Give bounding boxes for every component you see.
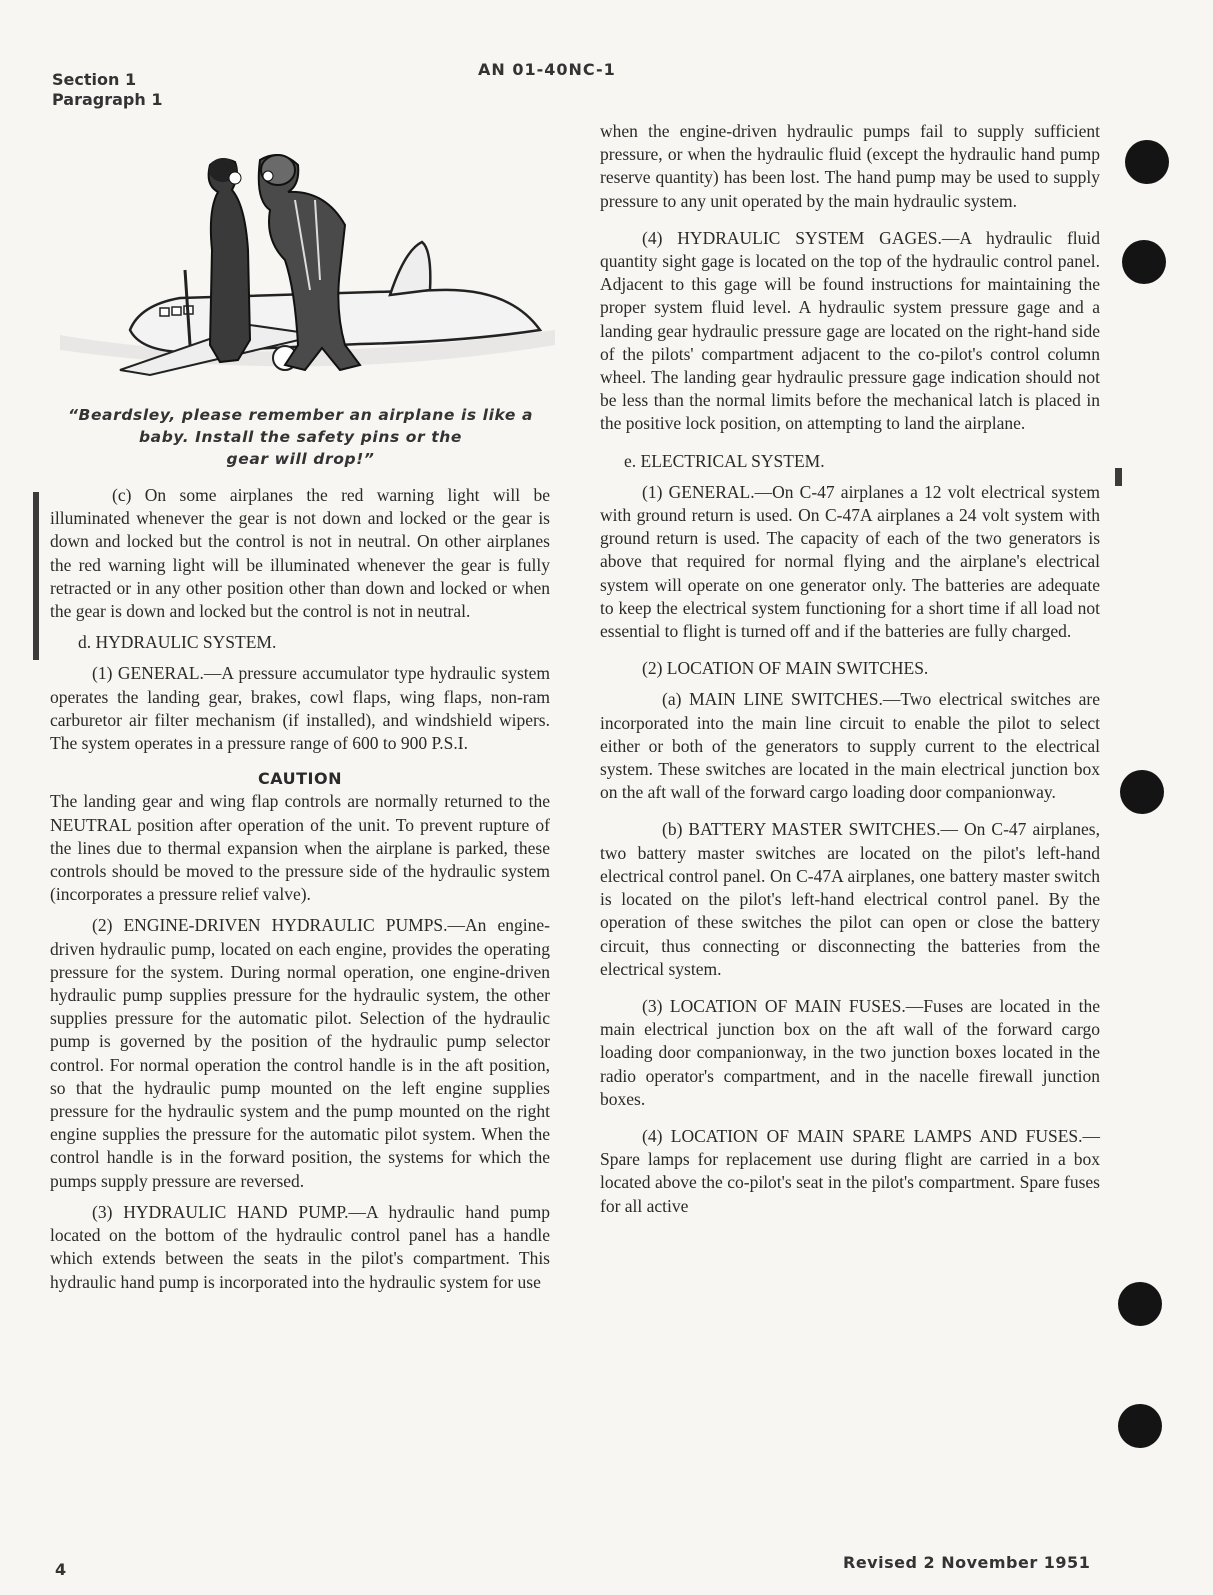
section-text: Section 1: [52, 70, 137, 89]
paragraph-d3: (3) HYDRAULIC HAND PUMP.—A hydraulic hand pump located on the bottom of the hydraulic control panel has a handle which extends between the seats in the pilot's compartment. This hydraulic hand pump is incorporated into the hydraulic system for use: [50, 1201, 550, 1292]
heading-hydraulic-system: d. HYDRAULIC SYSTEM.: [78, 632, 277, 653]
cartoon-illustration: [60, 130, 555, 400]
right-column: [600, 120, 1100, 1218]
change-bar-marker: [1115, 468, 1122, 486]
paragraph-d2: (2) ENGINE-DRIVEN HYDRAULIC PUMPS.—An engine-driven hydraulic pump, located on each engine, provides the operating pressure for the system. During normal operation, one engine-driven hydraulic pump supplies pressure for the hydraulic system, the other supplies pressure for the automatic pilot. Selection of the hydraulic pump is governed by the position of the hydraulic pump selector control. For normal operation the control handle is in the aft position, so that the hydraulic pump mounted on the left engine supplies pressure for the hydraulic system and the pump mounted on the right engine supplies the pressure for the automatic pilot system. When the control handle is in the forward position, the systems for which the pumps supply pressure are reversed.: [50, 915, 550, 1191]
paragraph-e2: (2) LOCATION OF MAIN SWITCHES.: [642, 658, 929, 679]
paragraph-e3: (3) LOCATION OF MAIN FUSES.—Fuses are located in the main electrical junction box on the aft wall of the forward cargo loading door companionway, in the two junction boxes located in the radio operator's compartment, and in the nacelle firewall junction boxes.: [600, 995, 1100, 1109]
page-number: 4: [55, 1560, 67, 1579]
mechanic-figure: [209, 159, 250, 362]
caption-line: baby. Install the safety pins or the: [138, 428, 463, 446]
paragraph-c: (c) On some airplanes the red warning light will be illuminated whenever the gear is not down and locked or the gear is down and locked but the control is not in neutral. On other airplanes the red warning light will be illuminated whenever the gear is fully retracted or in any other position other than down and locked or when the gear is down and locked but the control is not in neutral.: [50, 485, 550, 622]
heading-electrical-system: e. ELECTRICAL SYSTEM.: [624, 450, 825, 471]
binder-hole: [1120, 770, 1164, 814]
binder-hole: [1125, 140, 1169, 184]
caution-heading: CAUTION: [258, 769, 342, 789]
paragraph-e1: (1) GENERAL.—On C-47 airplanes a 12 volt electrical system with ground return is used. On C-47A airplanes a 24 volt system with ground return is used. The capacity of each of the two generators is above that required for normal flying and the airplane's electrical system will operate on one generator only. The batteries are adequate to keep the electrical system functioning for a short time if all load not essential to flight is turned off and if the batteries are fully charged.: [600, 481, 1100, 642]
paragraph-d1: (1) GENERAL.—A pressure accumulator type hydraulic system operates the landing gear, brakes, cowl flaps, wing flaps, non-ram carburetor air filter mechanism (if installed), and windshield wipers. The system operates in a pressure range of 600 to 900 P.S.I.: [50, 663, 550, 754]
left-column: [50, 484, 550, 1294]
section-label: [52, 70, 162, 110]
revision-date: Revised 2 November 1951: [843, 1553, 1091, 1572]
figure-caption: [48, 404, 553, 470]
caption-line: gear will drop!”: [226, 450, 375, 468]
binder-hole: [1118, 1404, 1162, 1448]
paragraph-continued: when the engine-driven hydraulic pumps fail to supply sufficient pressure, or when the hydraulic fluid (except the hydraulic hand pump reserve quantity) has been lost. The hand pump may be used to supply pressure to any unit operated by the main hydraulic system.: [600, 121, 1100, 211]
paragraph-d4: (4) HYDRAULIC SYSTEM GAGES.—A hydraulic fluid quantity sight gage is located on the top of the hydraulic control panel. Adjacent to this gage will be found instructions for maintaining the proper system fluid level. A hydraulic system pressure gage and a landing gear hydraulic pressure gage are located on the right-hand side of the pilots' compartment adjacent to the co-pilot's control column wheel. The landing gear hydraulic pressure gage indication should not be less than the normal limits before the mechanical latch is placed in the positive lock position, on attempting to land the airplane.: [600, 227, 1100, 434]
paragraph-e2a: (a) MAIN LINE SWITCHES.—Two electrical switches are incorporated into the main line circuit to enable the pilot to select either or both of the generators to supply current to the electrical system. These switches are located in the main electrical junction box on the aft wall of the forward cargo loading door companionway.: [600, 689, 1100, 803]
change-bar: [33, 492, 39, 660]
paragraph-e4: (4) LOCATION OF MAIN SPARE LAMPS AND FUSES.—Spare lamps for replacement use during flight are carried in a box located above the co-pilot's seat in the pilot's compartment. Spare fuses for all active: [600, 1125, 1100, 1216]
document-number: AN 01-40NC-1: [478, 60, 616, 79]
airplane-tail: [390, 242, 430, 295]
caption-line: “Beardsley, please remember an airplane is like a: [67, 406, 534, 424]
paragraph-e2b: (b) BATTERY MASTER SWITCHES.— On C-47 airplanes, two battery master switches are located on the pilot's left-hand electrical control panel. On C-47A airplanes, one battery master switch is located on the pilot's left-hand electrical control panel. By the operation of these switches the pilot can open or close the battery circuit, thus connecting or disconnecting the batteries from the electrical system.: [600, 819, 1100, 979]
binder-hole: [1122, 240, 1166, 284]
paragraph-text: Paragraph 1: [52, 90, 163, 109]
binder-hole: [1118, 1282, 1162, 1326]
caution-text: The landing gear and wing flap controls are normally returned to the NEUTRAL position after operation of the unit. To prevent rupture of the lines due to thermal expansion when the airplane is parked, these controls should be moved to the pressure side of the hydraulic system (incorporates a pressure relief valve).: [50, 791, 550, 905]
